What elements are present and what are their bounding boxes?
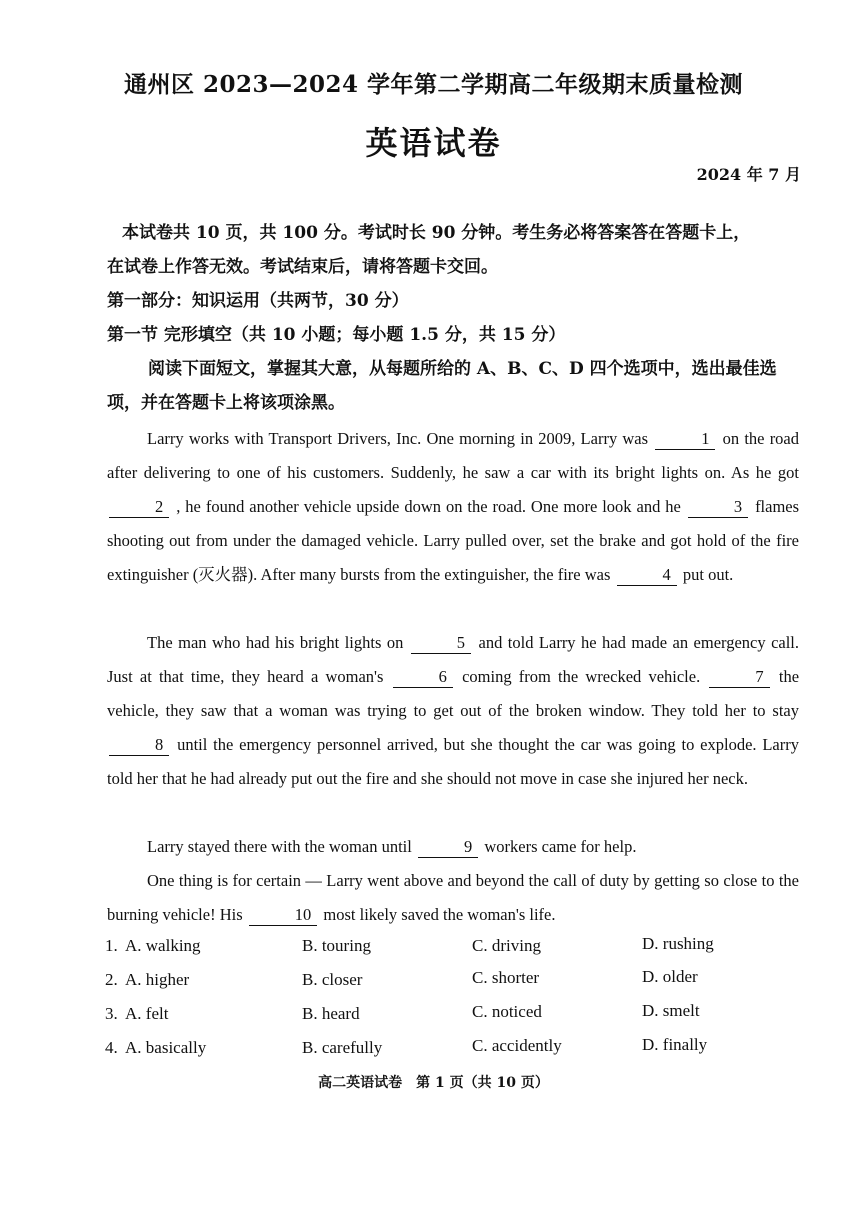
option-d: D. older — [642, 967, 698, 986]
section-one-heading: 第一节 完形填空（共 10 小题；每小题 1.5 分，共 15 分） — [107, 325, 566, 345]
blank-2: 2 — [109, 497, 169, 518]
question-number: 3. — [105, 1004, 118, 1023]
blank-10: 10 — [249, 905, 318, 926]
blank-4: 4 — [617, 565, 677, 586]
option-a: A. basically — [125, 1038, 207, 1057]
option-a: A. walking — [125, 936, 201, 955]
option-d: D. smelt — [642, 1001, 700, 1020]
blank-6: 6 — [393, 667, 453, 688]
option-b: B. touring — [302, 936, 371, 955]
instruction-line-2: 在试卷上作答无效。考试结束后，请将答题卡交回。 — [107, 257, 498, 277]
blank-9: 9 — [418, 837, 478, 858]
option-b: B. carefully — [302, 1038, 383, 1057]
option-c: C. driving — [472, 936, 541, 955]
blank-3: 3 — [688, 497, 748, 518]
exam-subject-title: 英语试卷 — [365, 124, 502, 162]
blank-7: 7 — [709, 667, 769, 688]
passage-paragraph-2: The man who had his bright lights on 5 and told Larry he had made an emergency call. Just at that time, they heard a woman's 6 coming from the wrecked vehicle. 7 the vehicle, they saw that a woman was trying to get out of the broken window. They told her to stay 8 until the emergency personnel arrived, but she thought the car was going to explode. Larry told her that he had already put out the fire and she should not move in case she injured her neck. — [107, 633, 800, 788]
blank-1: 1 — [655, 429, 715, 450]
passage-paragraph-4: One thing is for certain — Larry went above and beyond the call of duty by getting so close to the burning vehicle! His 10 most likely saved the woman's life. — [107, 871, 799, 924]
exam-date: 2024 年 7 月 — [696, 165, 801, 184]
directions-line-1: 阅读下面短文，掌握其大意，从每题所给的 A、B、C、D 四个选项中，选出最佳选 — [148, 359, 777, 379]
option-c: C. accidently — [472, 1036, 562, 1055]
instruction-line-1: 本试卷共 10 页，共 100 分。考试时长 90 分钟。考生务必将答案答在答题卡上， — [122, 223, 751, 243]
option-a: A. higher — [125, 970, 190, 989]
page-footer: 高二英语试卷 第 1 页（共 10 页） — [318, 1075, 549, 1091]
exam-title: 通州区 2023—2024 学年第二学期高二年级期末质量检测 — [123, 71, 744, 98]
option-a: A. felt — [125, 1004, 169, 1023]
option-d: D. rushing — [642, 934, 714, 953]
option-d: D. finally — [642, 1035, 708, 1054]
question-number: 2. — [105, 970, 118, 989]
option-b: B. heard — [302, 1004, 360, 1023]
part-one-heading: 第一部分：知识运用（共两节，30 分） — [107, 291, 409, 311]
passage-paragraph-3: Larry stayed there with the woman until 9 workers came for help. — [147, 837, 637, 856]
question-number: 4. — [105, 1038, 118, 1057]
blank-5: 5 — [411, 633, 471, 654]
question-number: 1. — [105, 936, 118, 955]
passage-paragraph-1: Larry works with Transport Drivers, Inc. One morning in 2009, Larry was 1 on the road after delivering to one of his customers. Suddenly, he saw a car with its bright lights on. As he got 2 , he found another vehicle upside down on the road. One more look and he 3 flames shooting out from under the damaged vehicle. Larry pulled over, set the brake and got hold of the fire extinguisher (灭火器). After many bursts from the extinguisher, the fire was 4 put out. — [107, 429, 800, 584]
blank-8: 8 — [109, 735, 169, 756]
option-c: C. noticed — [472, 1002, 542, 1021]
option-b: B. closer — [302, 970, 363, 989]
directions-line-2: 项，并在答题卡上将该项涂黑。 — [107, 393, 345, 413]
option-c: C. shorter — [472, 968, 540, 987]
